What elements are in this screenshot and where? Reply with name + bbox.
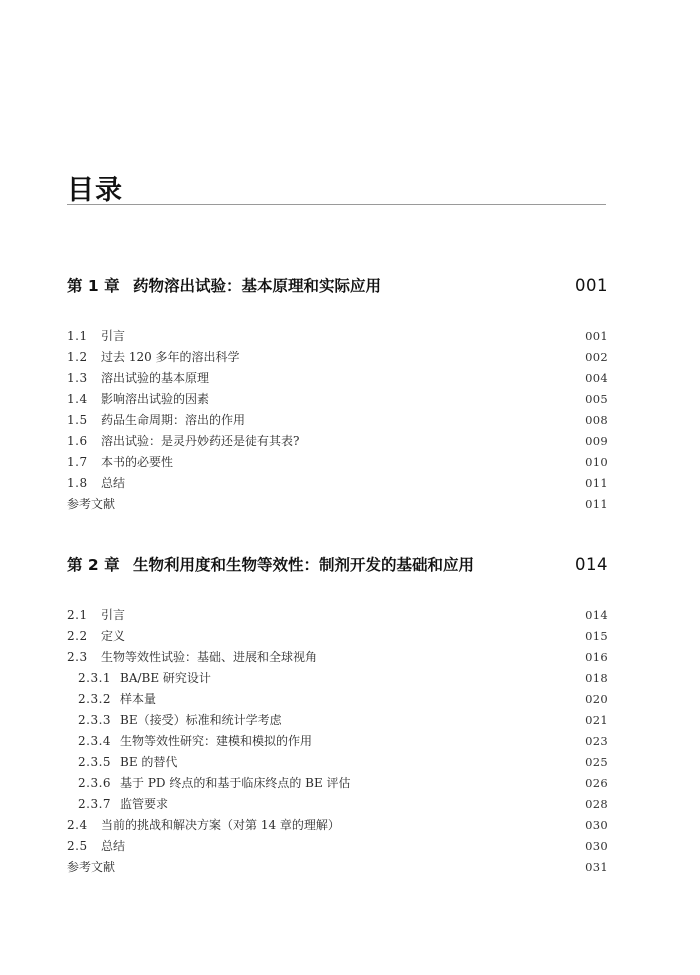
entry-page: 008 [585,413,608,427]
entry-number: 2.1 [67,608,88,622]
chapter-2-entries [67,605,608,878]
page-title: 目录 [67,175,123,206]
entry-page: 015 [585,629,608,643]
entry-title: 过去 120 多年的溶出科学 [101,350,240,364]
entry-number: 2.3.6 [78,776,112,790]
entry-page: 023 [585,734,608,748]
entry-page: 004 [585,371,608,385]
entry-page: 025 [585,755,608,769]
chapter-page-number: 001 [575,276,608,295]
entry-title: 影响溶出试验的因素 [101,392,210,406]
toc-entry[interactable] [67,815,608,836]
toc-entry[interactable] [67,605,608,626]
entry-page: 016 [585,650,608,664]
entry-title: 基于 PD 终点的和基于临床终点的 BE 评估 [120,776,351,790]
toc-entry[interactable] [67,836,608,857]
entry-page: 021 [585,713,608,727]
entry-number: 1.3 [67,371,88,385]
entry-page: 014 [585,608,608,622]
toc-entry-references[interactable] [67,857,608,878]
chapter-1 [67,274,608,515]
entry-number: 2.3 [67,650,88,664]
entry-number: 1.8 [67,476,88,490]
toc-entry[interactable] [67,473,608,494]
entry-page: 001 [585,329,608,343]
entry-title: 溶出试验的基本原理 [101,371,210,385]
chapter-page-number: 014 [575,555,608,574]
entry-number: 1.2 [67,350,88,364]
entry-title: 药品生命周期：溶出的作用 [101,413,246,427]
entry-page: 011 [585,497,608,511]
entry-title: 生物等效性研究：建模和模拟的作用 [120,734,313,748]
chapter-2 [67,553,608,878]
entry-page: 002 [585,350,608,364]
toc-subentry[interactable] [67,773,608,794]
toc-subentry[interactable] [67,731,608,752]
entry-title: 总结 [101,476,126,490]
title-divider [67,204,606,205]
toc-subentry[interactable] [67,752,608,773]
entry-title: BA/BE 研究设计 [120,671,211,685]
entry-number: 1.1 [67,329,88,343]
toc-entry[interactable] [67,431,608,452]
entry-number: 1.4 [67,392,88,406]
toc-subentry[interactable] [67,710,608,731]
entry-number: 2.4 [67,818,88,832]
entry-title: 引言 [101,608,126,622]
entry-title: 监管要求 [120,797,169,811]
entry-number: 1.6 [67,434,88,448]
entry-page: 011 [585,476,608,490]
toc-subentry[interactable] [67,689,608,710]
entry-page: 009 [585,434,608,448]
toc-entry[interactable] [67,410,608,431]
entry-page: 018 [585,671,608,685]
toc-entry[interactable] [67,326,608,347]
entry-number: 2.3.4 [78,734,112,748]
entry-title: 定义 [101,629,126,643]
toc-entry[interactable] [67,347,608,368]
toc-entry[interactable] [67,647,608,668]
entry-title: 溶出试验：是灵丹妙药还是徒有其表? [101,434,300,448]
chapter-heading[interactable] [67,274,608,296]
entry-title: 总结 [101,839,126,853]
toc-entry[interactable] [67,626,608,647]
entry-number: 2.3.1 [78,671,112,685]
entry-page: 031 [585,860,608,874]
toc-entry[interactable] [67,368,608,389]
entry-page: 005 [585,392,608,406]
chapter-heading[interactable] [67,553,608,575]
entry-title: 参考文献 [67,497,116,511]
entry-number: 2.3.7 [78,797,112,811]
entry-number: 2.5 [67,839,88,853]
toc-subentry[interactable] [67,794,608,815]
entry-page: 030 [585,818,608,832]
toc-entry-references[interactable] [67,494,608,515]
entry-title: BE（接受）标准和统计学考虑 [120,713,282,727]
chapter-number: 第 1 章 [67,277,120,295]
entry-page: 020 [585,692,608,706]
entry-title: 样本量 [120,692,157,706]
entry-number: 2.2 [67,629,88,643]
entry-number: 2.3.5 [78,755,112,769]
entry-title: 当前的挑战和解决方案（对第 14 章的理解） [101,818,340,832]
entry-title: 本书的必要性 [101,455,174,469]
entry-page: 028 [585,797,608,811]
toc-subentry[interactable] [67,668,608,689]
entry-title: 参考文献 [67,860,116,874]
entry-number: 1.5 [67,413,88,427]
entry-title: 生物等效性试验：基础、进展和全球视角 [101,650,318,664]
chapter-title: 药物溶出试验：基本原理和实际应用 [133,277,382,295]
entry-title: BE 的替代 [120,755,178,769]
entry-number: 2.3.2 [78,692,112,706]
entry-page: 026 [585,776,608,790]
entry-page: 010 [585,455,608,469]
chapter-title: 生物利用度和生物等效性：制剂开发的基础和应用 [133,556,475,574]
toc-entry[interactable] [67,389,608,410]
entry-title: 引言 [101,329,126,343]
entry-number: 2.3.3 [78,713,112,727]
entry-number: 1.7 [67,455,88,469]
toc-entry[interactable] [67,452,608,473]
entry-page: 030 [585,839,608,853]
chapter-number: 第 2 章 [67,556,120,574]
chapter-1-entries [67,326,608,515]
